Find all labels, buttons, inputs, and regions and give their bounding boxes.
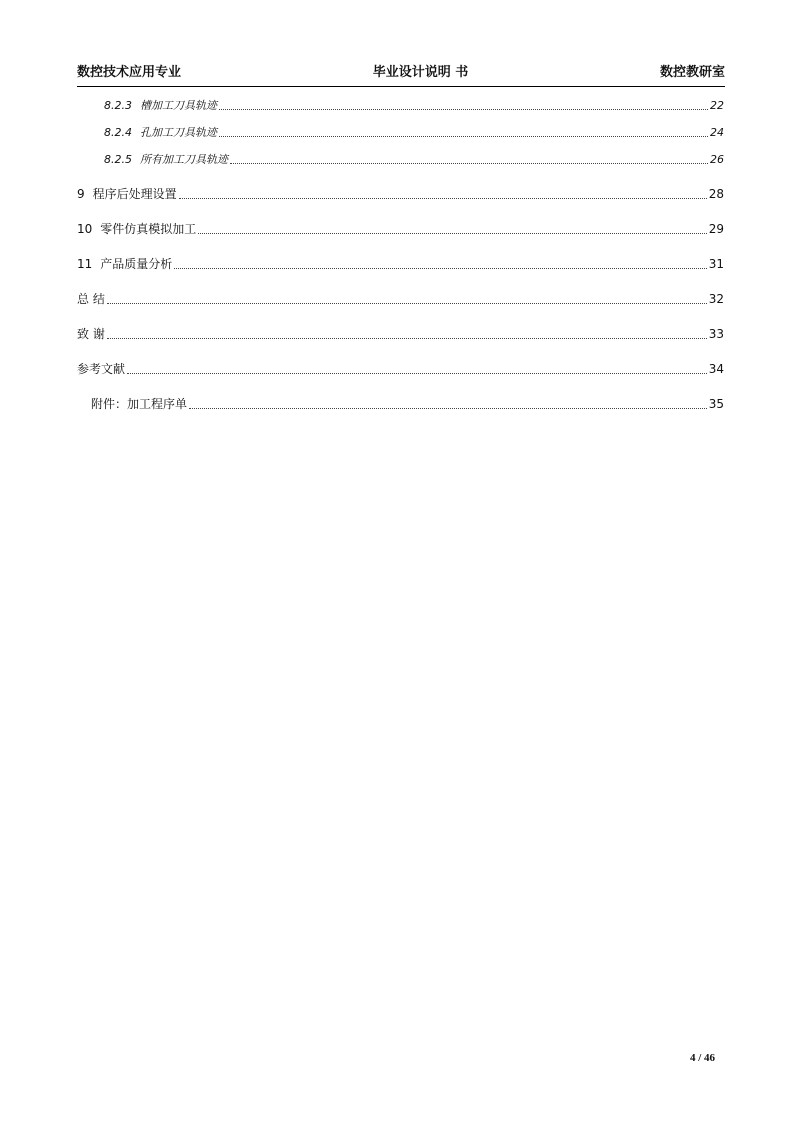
toc-entry-page: 24 bbox=[710, 126, 724, 139]
toc-entry-references[interactable] bbox=[77, 360, 724, 377]
toc-entry-title: 槽加工刀具轨迹 bbox=[140, 99, 217, 112]
toc-leader-dots bbox=[107, 338, 707, 339]
toc-entry-10[interactable] bbox=[77, 220, 724, 237]
toc-leader-dots bbox=[230, 163, 708, 164]
toc-entry-title: 附件：加工程序单 bbox=[91, 397, 188, 411]
toc-entry-page: 29 bbox=[708, 222, 724, 236]
toc-leader-dots bbox=[198, 233, 706, 234]
toc-leader-dots bbox=[174, 268, 706, 269]
toc-entry-9[interactable] bbox=[77, 185, 724, 202]
toc-entry-title: 参考文献 bbox=[77, 362, 126, 376]
toc-entry-page: 28 bbox=[708, 187, 724, 201]
toc-leader-dots bbox=[219, 136, 708, 137]
toc-entry-page: 33 bbox=[708, 327, 724, 341]
toc-entry-appendix[interactable] bbox=[91, 395, 724, 412]
toc-entry-title: 总 结 bbox=[77, 292, 105, 306]
toc-entry-page: 35 bbox=[708, 397, 724, 411]
toc-entry-number: 11 bbox=[77, 257, 93, 271]
toc-leader-dots bbox=[189, 408, 707, 409]
toc-leader-dots bbox=[127, 373, 707, 374]
toc-entry-title: 所有加工刀具轨迹 bbox=[140, 153, 228, 166]
toc-entry-number: 9 bbox=[77, 187, 85, 201]
header-right: 数控教研室 bbox=[659, 65, 725, 80]
toc-entry-8-2-5[interactable] bbox=[104, 151, 724, 167]
toc-entry-title: 致 谢 bbox=[77, 327, 105, 341]
toc-entry-number: 8.2.4 bbox=[104, 126, 132, 139]
toc-entry-title: 产品质量分析 bbox=[100, 257, 173, 271]
toc-entry-title: 零件仿真模拟加工 bbox=[100, 222, 197, 236]
toc-entry-page: 22 bbox=[710, 99, 724, 112]
toc-entry-page: 31 bbox=[708, 257, 724, 271]
toc-entry-8-2-3[interactable] bbox=[104, 97, 724, 113]
header-center: 毕业设计说明 书 bbox=[372, 65, 469, 80]
toc-entry-title: 孔加工刀具轨迹 bbox=[140, 126, 217, 139]
toc-leader-dots bbox=[107, 303, 707, 304]
toc-entry-page: 26 bbox=[710, 153, 724, 166]
page-number: 4 / 46 bbox=[690, 1052, 716, 1064]
toc-entry-title: 程序后处理设置 bbox=[92, 187, 177, 201]
toc-entry-page: 32 bbox=[708, 292, 724, 306]
toc-entry-11[interactable] bbox=[77, 255, 724, 272]
toc-entry-number: 10 bbox=[77, 222, 93, 236]
toc-entry-number: 8.2.5 bbox=[104, 153, 132, 166]
header-left: 数控技术应用专业 bbox=[77, 65, 182, 80]
toc-leader-dots bbox=[219, 109, 708, 110]
toc-entry-acknowledgements[interactable] bbox=[77, 325, 724, 342]
toc-entry-number: 8.2.3 bbox=[104, 99, 132, 112]
toc-entry-page: 34 bbox=[708, 362, 724, 376]
toc-leader-dots bbox=[179, 198, 707, 199]
toc-entry-summary[interactable] bbox=[77, 290, 724, 307]
toc-entry-8-2-4[interactable] bbox=[104, 124, 724, 140]
page-header bbox=[77, 64, 725, 87]
